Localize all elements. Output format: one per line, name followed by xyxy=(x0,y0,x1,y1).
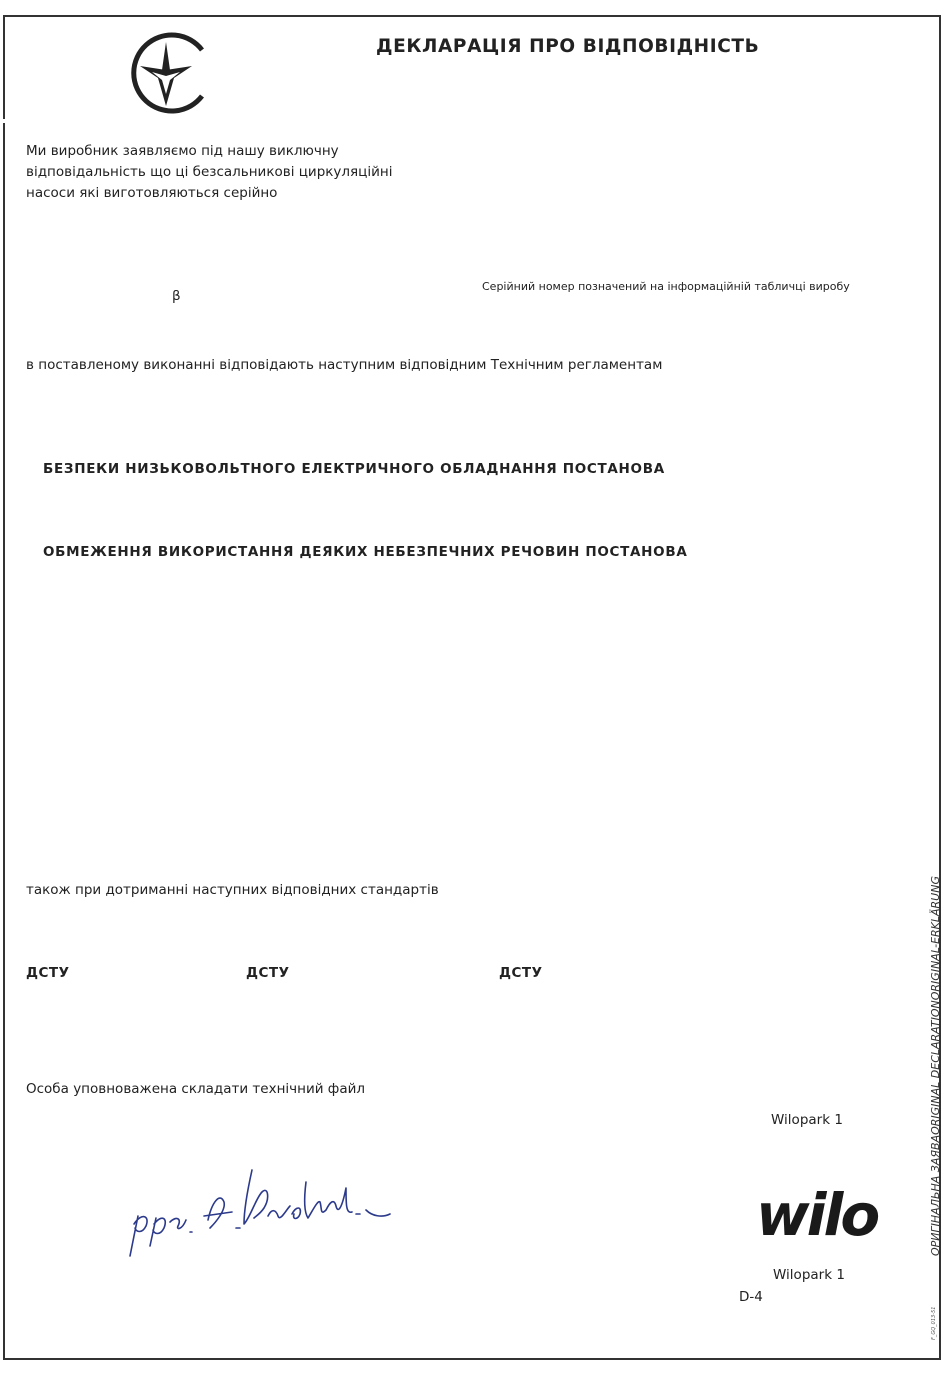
regulation-low-voltage: БЕЗПЕКИ НИЗЬКОВОЛЬТНОГО ЕЛЕКТРИЧНОГО ОБЛАДНАННЯ ПОСТАНОВА xyxy=(43,461,665,477)
address-bottom: Wilopark 1 xyxy=(773,1267,845,1283)
intro-line: насоси які виготовляються серійно xyxy=(26,185,278,201)
standard-dstu: ДСТУ xyxy=(499,965,543,981)
header-gap xyxy=(0,119,6,123)
intro-line: відповідальність що ці безсальникові циркуляційні xyxy=(26,164,393,180)
regulation-rohs: ОБМЕЖЕННЯ ВИКОРИСТАННЯ ДЕЯКИХ НЕБЕЗПЕЧНИХ РЕЧОВИН ПОСТАНОВА xyxy=(43,544,688,560)
standard-dstu: ДСТУ xyxy=(26,965,70,981)
postal-code: D-4 xyxy=(739,1289,763,1305)
beta-symbol: β xyxy=(172,288,181,304)
wilo-logo: wilo xyxy=(756,1181,878,1249)
ukraine-conformity-mark-icon xyxy=(122,28,212,118)
address-top: Wilopark 1 xyxy=(771,1112,843,1128)
original-declaration-label: ОРИГІНАЛЬНА ЗАЯВАORIGINAL DECLARATIONORIGINAL-ERKLÄRUNG xyxy=(929,876,942,1256)
compliance-statement: в поставленому виконанні відповідають наступним відповідним Технічним регламентам xyxy=(26,357,663,373)
intro-paragraph xyxy=(26,141,496,204)
authorized-person-statement: Особа уповноважена складати технічний файл xyxy=(26,1081,366,1097)
document-title: ДЕКЛАРАЦІЯ ПРО ВІДПОВІДНІСТЬ xyxy=(376,36,760,57)
form-code: F_GQ_013-51 xyxy=(931,1306,937,1340)
standards-statement: також при дотриманні наступних відповідних стандартів xyxy=(26,882,439,898)
serial-number-note: Серійний номер позначений на інформаційній табличці виробу xyxy=(482,280,850,293)
standard-dstu: ДСТУ xyxy=(246,965,290,981)
signature xyxy=(120,1158,400,1268)
intro-line: Ми виробник заявляємо під нашу виключну xyxy=(26,143,339,159)
